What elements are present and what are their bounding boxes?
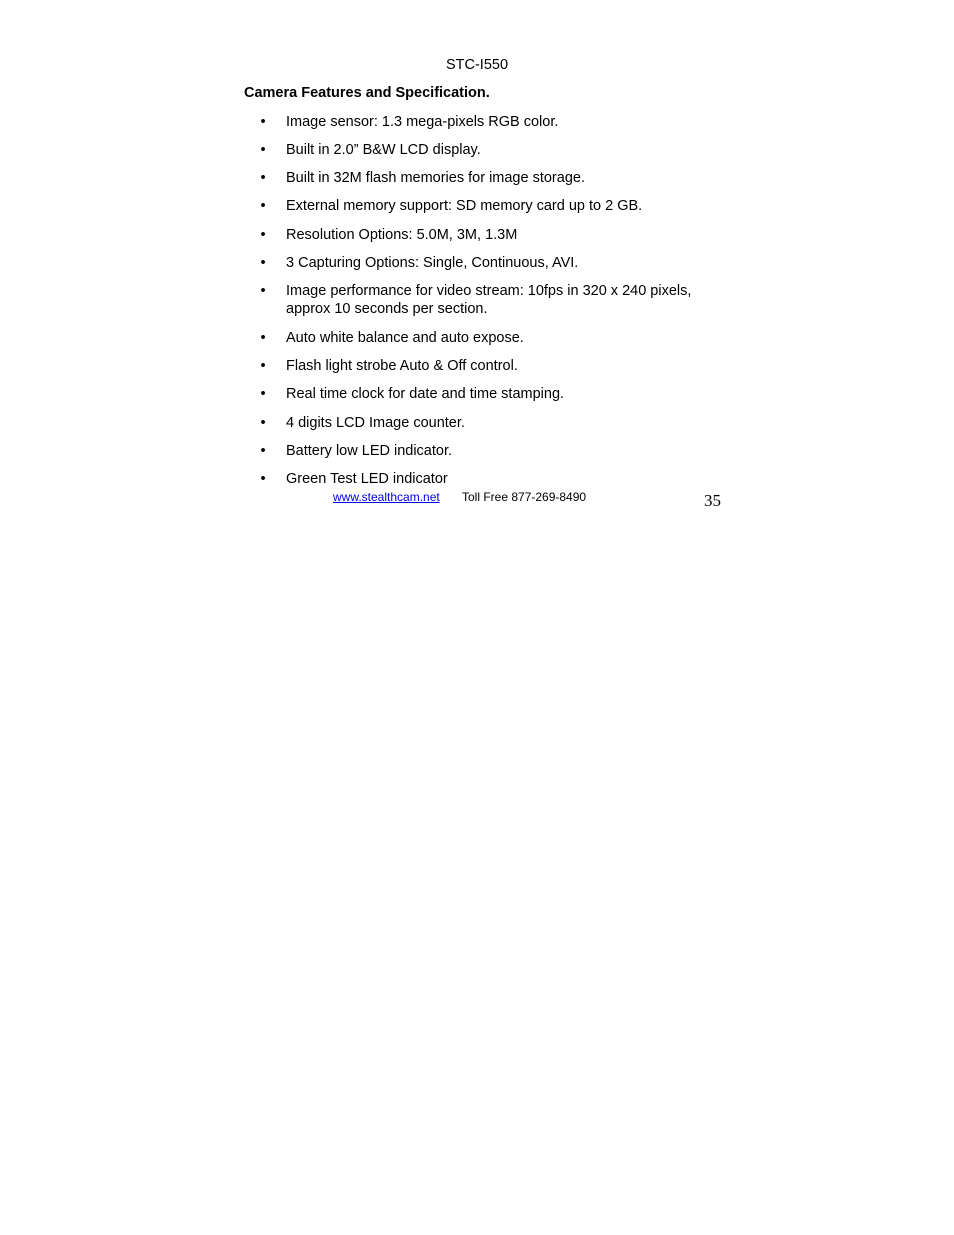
feature-item	[244, 329, 744, 347]
feature-text: Flash light strobe Auto & Off control.	[286, 358, 518, 374]
feature-item	[244, 113, 744, 131]
page-number: 35	[704, 491, 721, 510]
section-title: Camera Features and Specification.	[244, 85, 490, 101]
feature-item	[244, 414, 744, 432]
bullet-icon: •	[260, 415, 266, 431]
feature-text: External memory support: SD memory card up to 2 GB.	[286, 198, 643, 214]
feature-text: Built in 2.0” B&W LCD display.	[286, 142, 481, 158]
bullet-icon: •	[260, 114, 266, 130]
bullet-icon: •	[260, 142, 266, 158]
feature-text: 4 digits LCD Image counter.	[286, 415, 465, 431]
website-link[interactable]: www.stealthcam.net	[333, 490, 440, 504]
feature-item	[244, 470, 744, 488]
feature-text: 3 Capturing Options: Single, Continuous, AVI.	[286, 255, 579, 271]
feature-text: Auto white balance and auto expose.	[286, 330, 524, 346]
feature-text: Resolution Options: 5.0M, 3M, 1.3M	[286, 227, 518, 243]
bullet-icon: •	[260, 471, 266, 487]
feature-text: Image sensor: 1.3 mega-pixels RGB color.	[286, 114, 559, 130]
bullet-icon: •	[260, 330, 266, 346]
feature-item	[244, 197, 744, 215]
feature-text: Built in 32M flash memories for image storage.	[286, 170, 585, 186]
bullet-icon: •	[260, 283, 266, 299]
feature-list	[244, 113, 744, 488]
bullet-icon: •	[260, 198, 266, 214]
feature-item	[244, 226, 744, 244]
bullet-icon: •	[260, 358, 266, 374]
feature-text: Green Test LED indicator	[286, 471, 448, 487]
feature-item	[244, 254, 744, 272]
feature-item	[244, 357, 744, 375]
feature-item	[244, 282, 744, 318]
toll-free-phone: Toll Free 877-269-8490	[462, 490, 587, 504]
bullet-icon: •	[260, 443, 266, 459]
model-header: STC-I550	[445, 57, 509, 73]
bullet-icon: •	[260, 227, 266, 243]
feature-item	[244, 169, 744, 187]
feature-text: Image performance for video stream: 10fps in 320 x 240 pixels, approx 10 seconds per section.	[286, 283, 692, 317]
bullet-icon: •	[260, 170, 266, 186]
feature-item	[244, 141, 744, 159]
bullet-icon: •	[260, 255, 266, 271]
feature-text: Real time clock for date and time stamping.	[286, 386, 565, 402]
feature-item	[244, 442, 744, 460]
bullet-icon: •	[260, 386, 266, 402]
feature-text: Battery low LED indicator.	[286, 443, 453, 459]
feature-item	[244, 385, 744, 403]
